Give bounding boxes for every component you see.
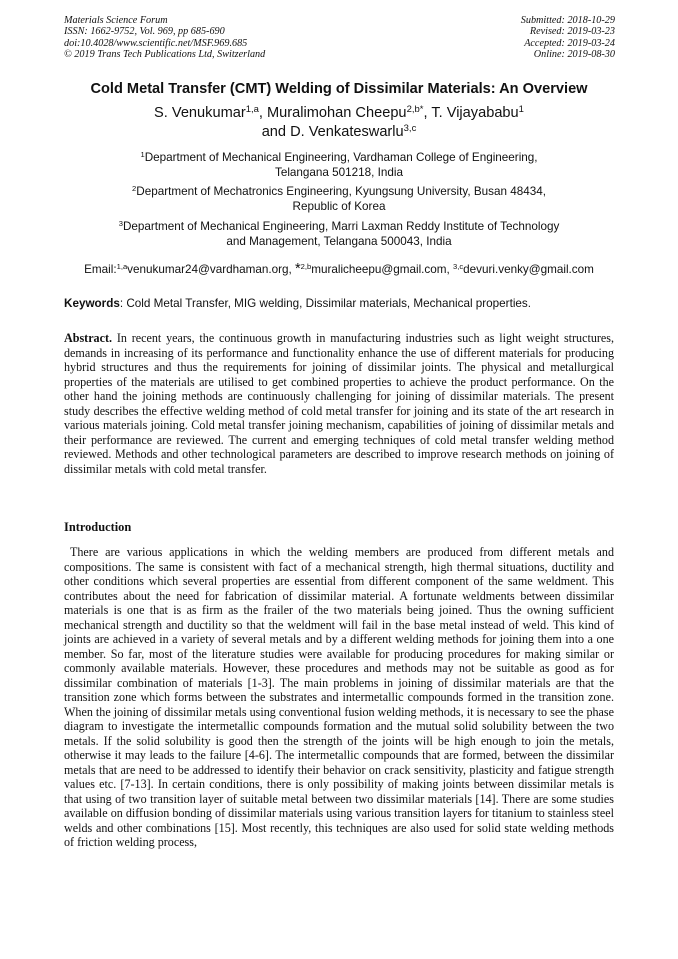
author-emails (0, 261, 678, 277)
affiliation-line: Department of Mechatronics Engineering, Kyungsung University, Busan 48434, (136, 185, 546, 198)
email-link-1[interactable]: venukumar24@vardhaman.org, (127, 263, 295, 276)
affiliation-line: and Management, Telangana 500043, India (226, 235, 452, 249)
journal-copyright: © 2019 Trans Tech Publications Ltd, Switzerland (64, 49, 266, 61)
date-online: Online: 2019-08-30 (533, 49, 615, 61)
affiliation-number: 3 (118, 218, 123, 228)
affiliation-2 (0, 184, 678, 214)
journal-doi[interactable]: doi:10.4028/www.scientific.net/MSF.969.685 (64, 37, 248, 49)
email-mark: 2,b (300, 261, 312, 271)
author-name: S. Venukumar (154, 105, 246, 121)
author-name: Muralimohan Cheepu (267, 105, 407, 121)
author-line-1 (0, 104, 678, 123)
affiliation-number: 2 (132, 183, 137, 193)
date-revised: Revised: 2019-03-23 (529, 26, 615, 38)
paper-title: Cold Metal Transfer (CMT) Welding of Dissimilar Materials: An Overview (90, 81, 588, 97)
corresponding-author-mark: * (419, 103, 424, 115)
section-heading-introduction: Introduction (64, 520, 132, 534)
email-link-2[interactable]: muralicheepu@gmail.com, (311, 263, 453, 276)
author-name: and D. Venkateswarlu (261, 124, 404, 140)
email-mark: 1,a (116, 261, 128, 271)
affiliation-1 (0, 150, 678, 180)
keywords-label: Keywords (64, 297, 120, 310)
email-mark: 3,c (453, 261, 464, 271)
author-separator: , (258, 105, 268, 121)
author-name: T. Vijayababu (431, 105, 519, 121)
affiliation-line: Department of Mechanical Engineering, Marri Laxman Reddy Institute of Technology (122, 220, 560, 233)
email-link-3[interactable]: devuri.venky@gmail.com (463, 263, 594, 276)
author-affiliation-mark-text: 2,b (406, 103, 420, 115)
abstract (64, 331, 614, 476)
journal-issn: ISSN: 1662-9752, Vol. 969, pp 685-690 (64, 26, 225, 38)
author-line-2 (0, 123, 678, 142)
abstract-label: Abstract. (64, 331, 113, 345)
keywords (64, 297, 616, 310)
email-label: Email: (84, 263, 117, 276)
abstract-text: In recent years, the continuous growth in manufacturing industries such as light weight structures, demands in increasing of its performance and functionality enhance the use of different materials for producing hybrid structures and thus the requirements for joining of dissimilar joints. The physical and metallurgical properties of the materials are utilised to get combined properties to achieve the product performance. On the other hand the joining methods are continuously challenging for joining of dissimilar materials. The present study describes the effective welding method of cold metal transfer for joining and its state of the art research in various materials joining. Cold metal transfer joining mechanism, capabilities of joining of dissimilar metals and their performance are reviewed. The current and emerging techniques of cold metal transfer welding method reviewed. Methods and other technological parameters are described to improve research methods on joining of dissimilar metals with cold metal transfer. (64, 331, 614, 476)
affiliation-line: Republic of Korea (292, 200, 386, 214)
date-submitted: Submitted: 2018-10-29 (520, 15, 615, 26)
affiliation-line: Telangana 501218, India (274, 166, 404, 180)
affiliation-number: 1 (140, 149, 145, 159)
author-affiliation-mark: 3,c (403, 122, 417, 134)
affiliation-3 (0, 219, 678, 249)
keywords-text: : Cold Metal Transfer, MIG welding, Dissimilar materials, Mechanical properties. (119, 297, 532, 310)
corresponding-author-mark: * (294, 261, 301, 277)
author-affiliation-mark: 1,a (245, 103, 259, 115)
author-affiliation-mark (407, 104, 424, 115)
journal-header-right (521, 15, 615, 61)
introduction-paragraph: There are various applications in which the welding members are produced from different metals and compositions. The same is consistent with fact of a mechanical strength, high thermal situations, ductility and other conditions which several properties are essential from different component of the same weldment. This contributes about the need for fabrication of dissimilar material. A fortunate weldments between dissimilar materials is one that is as firm as the frailer of the two materials being joined. Thus the owning sufficient mechanical strength and ductility so that the weldment will fail in the base metal instead of weld. This kind of joints are achieved in a variety of several metals and by a different welding methods for joining them into a one member. So far, most of the literature studies were available for producing procedures for making similar or commonly available materials. However, these procedures and methods may not be suitable as good as for dissimilar combination of materials [1-3]. The main problems in joining of dissimilar materials are that the transition zone which forms between the substrates and intermetallic compounds formed in the transition zone. When the joining of dissimilar metals using conventional fusion welding methods, it is necessary to see the phase diagram to investigate the intermetallic compounds formation and the mutual solid solubility between the two metals. If the solid solubility is good then the strength of the joints will be high enough to join the metals, otherwise it may leads to the failure [4-6]. The intermetallic compounds that are formed, between the dissimilar metals that are need to be addressed to identify their behavior on crack sensitivity, plasticity and fatigue strength values etc. [7-13]. In certain conditions, there is only possibility of making joints between dissimilar metals is that using of two transition layer of suitable metal between two dissimilar materials [14]. There are some studies available on diffusion bonding of dissimilar materials using various transition layers for titanium to stainless steel welds and other combinations [15]. Most recently, this techniques are also used for solid state welding methods of friction welding process, (64, 545, 614, 850)
author-separator: , (423, 105, 432, 121)
affiliation-line: Department of Mechanical Engineering, Vardhaman College of Engineering, (144, 151, 538, 164)
date-accepted: Accepted: 2019-03-24 (524, 37, 615, 49)
journal-header-left (64, 15, 265, 61)
author-affiliation-mark: 1 (518, 103, 524, 115)
journal-name: Materials Science Forum (64, 15, 168, 26)
author-list (0, 104, 678, 142)
